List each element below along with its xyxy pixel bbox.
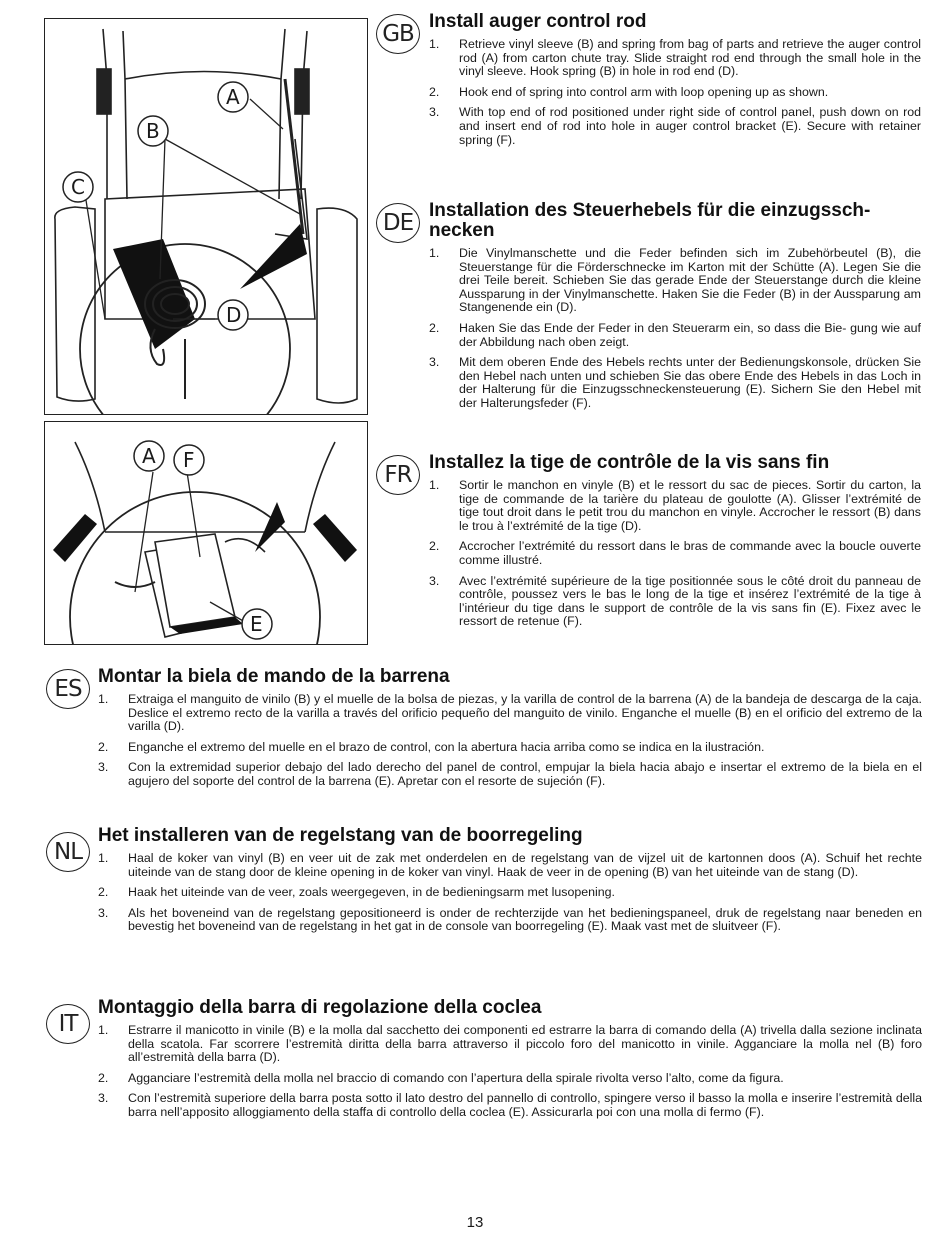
figure-top-label-b: B [146,119,160,143]
step-text: Accrocher l’extrémité du ressort dans le bras de commande avec la boucle ouverte comme illustré. [459,539,921,567]
figure-top-drawing [45,19,367,414]
steps-gb [429,38,921,154]
steps-nl [98,852,922,941]
step-text: Mit dem oberen Ende des Hebels rechts unter der Bedienungskonsole, drücken Sie den Hebel nach unten und schieben Sie das obere Ende des Hebels in das Loch in der Halterung für die Einzugsschneckensteuerung (E). Sichern Sie den Hebel mit der Halterungsfeder (F). [459,355,921,410]
step-number: 1. [429,37,440,51]
step-text: Haal de koker van vinyl (B) en veer uit de zak met onderdelen en de regelstang van de vijzel uit de kartonnen doos (A). Schuif het rechte uiteinde van de stang door de kleine opening in de koker van vinyl. Haak de veer in de opening (B) van het uiteinde van de stang (D). [128,851,922,879]
language-badge-gb: GB [376,14,420,54]
step-nl-2 [98,886,922,900]
step-number: 3. [98,1091,109,1106]
step-number: 1. [98,692,109,706]
step-number: 2. [98,885,109,900]
step-text: Estrarre il manicotto in vinile (B) e la molla dal sacchetto dei componenti ed estrarre la barra di comando della (A) trivella dalla sezione inclinata della scatola. Far scorrere l’estremità diritta della barra attraverso il piccolo foro del manicotto in vinile. Agganciare la molla nel (B) foro all’estremità della barra (D). [128,1023,922,1065]
section-title-nl: Het installeren van de regelstang van de boorregeling [98,825,583,846]
step-nl-3 [98,907,922,934]
step-text: Hook end of spring into control arm with loop opening up as shown. [459,84,829,99]
step-gb-3 [429,106,921,147]
step-es-2 [98,741,922,755]
figure-bottom-label-f: F [183,448,195,472]
step-it-3 [98,1092,922,1119]
step-text: Sortir le manchon en vinyle (B) et le ressort du sac de pieces. Sortir du carton, la tige de commande de la tarière du plateau de goulotte (A). Glisser l’extrémité de tige tout droit dans le petit trou du manchon en vinyle. Accrocher le ressort (B) dans le trou à l’extrémité de la tige (D). [459,478,921,533]
step-number: 1. [98,1023,109,1037]
figure-bottom [44,421,368,645]
steps-it [98,1024,922,1127]
step-number: 2. [98,739,109,754]
step-text: Enganche el extremo del muelle en el brazo de control, con la abertura hacia arriba como se indica en la ilustración. [128,739,765,754]
step-es-1 [98,693,922,734]
step-text: With top end of rod positioned under right side of control panel, push down on rod and insert end of rod into hole in auger control bracket (E). Secure with retainer spring (F). [459,105,921,147]
figure-bottom-drawing [45,422,367,644]
step-it-2 [98,1072,922,1086]
step-text: Avec l’extrémité supérieure de la tige positionnée sous le côté droit du panneau de contrôle, poussez vers le bas le long de la tige et insérez l’extrémité de la tige à l’intérieur du tige dans le support de contrôle de la vis sans fin (E). Fixez avec le ressort de retenue (F). [459,573,921,629]
step-text: Haak het uiteinde van de veer, zoals weergegeven, in de bedieningsarm met lusopening. [128,885,615,900]
figure-top-label-d: D [226,303,242,327]
step-nl-1 [98,852,922,879]
step-number: 2. [98,1070,109,1085]
step-gb-1 [429,38,921,79]
step-gb-2 [429,86,921,100]
step-text: Extraiga el manguito de vinilo (B) y el muelle de la bolsa de piezas, y la varilla de control de la barrena (A) de la bandeja de descarga de la caja. Deslice el extremo recto de la varilla a través del orificio pequeño del manguito de vinilo. Enganche el muelle (B) en el orificio del extremo de la varilla (D). [128,692,922,734]
step-number: 3. [98,905,109,920]
section-title-it: Montaggio della barra di regolazione della coclea [98,997,542,1018]
language-badge-fr: FR [376,455,420,495]
step-text: Agganciare l’estremità della molla nel braccio di comando con l’apertura della spirale rivolta verso l’alto, come da figura. [128,1070,784,1085]
step-text: Con l’estremità superiore della barra posta sotto il lato destro del pannello di controllo, spingere verso il basso la molla e inserire l’estremità della barra nell’apposito alloggiamento della staffa di controllo della coclea (E). Assicurarla poi con una molla di fermo (F). [128,1091,922,1119]
step-fr-2 [429,540,921,567]
section-title-gb: Install auger control rod [429,11,647,32]
language-badge-it: IT [46,1004,90,1044]
language-badge-nl: NL [46,832,90,872]
step-number: 3. [429,355,440,370]
step-text: Haken Sie das Ende der Feder in den Steuerarm ein, so dass die Bie- gung wie auf der Abbildung nach oben zeigt. [459,320,921,349]
section-title-de: Installation des Steuerhebels für die einzugssch- necken [429,200,871,241]
step-number: 1. [429,246,440,260]
step-number: 3. [98,760,109,775]
language-badge-de: DE [376,203,420,243]
step-text: Con la extremidad superior debajo del lado derecho del panel de control, empujar la biela hacia abajo e insertar el extremo de la biela en el agujero del soporte del control de la barrena (E). Apretar con el resorte de sujeción (F). [128,760,922,788]
step-text: Retrieve vinyl sleeve (B) and spring from bag of parts and retrieve the auger control rod (A) from carton chute tray. Slide straight rod end through the small hole in the vinyl sleeve. Hook spring (B) in hole in rod end (D). [459,37,921,79]
figure-top [44,18,368,415]
section-title-fr: Installez la tige de contrôle de la vis sans fin [429,452,830,473]
steps-fr [429,479,921,636]
step-number: 2. [429,539,440,554]
figure-top-label-c: C [71,175,85,199]
step-number: 3. [429,573,440,588]
step-es-3 [98,761,922,788]
step-de-2 [429,322,921,349]
page-number: 13 [466,1214,484,1231]
language-badge-es: ES [46,669,90,709]
step-text: Als het boveneind van de regelstang gepositioneerd is onder de rechterzijde van het bedieningspaneel, druk de regelstang naar beneden en bevestig het boveneind van de regelstang in het gat in de console van boorregeling (E). Maak vast met de sluitveer (F). [128,905,922,934]
steps-es [98,693,922,796]
step-number: 2. [429,320,440,335]
figure-bottom-label-a: A [142,444,156,468]
step-number: 3. [429,105,440,120]
step-number: 1. [98,851,109,865]
figure-bottom-label-e: E [250,612,263,636]
step-number: 2. [429,84,440,99]
step-fr-3 [429,575,921,629]
step-fr-1 [429,479,921,533]
step-number: 1. [429,478,440,492]
step-de-3 [429,356,921,410]
steps-de [429,247,921,418]
figure-top-label-a: A [226,85,240,109]
step-text: Die Vinylmanschette und die Feder befinden sich im Zubehörbeutel (B), die Steuerstange für die Förderschnecke im Karton mit der Schütte (A). Legen Sie die drei Teile bereit. Schieben Sie das gerade Ende der Steuerstange durch die kleine Aussparung in der Vinylmanschette. Haken Sie die Feder (B) in der Aussparung am Stangenende ein (D). [459,246,921,315]
section-title-es: Montar la biela de mando de la barrena [98,666,450,687]
step-de-1 [429,247,921,315]
step-it-1 [98,1024,922,1065]
